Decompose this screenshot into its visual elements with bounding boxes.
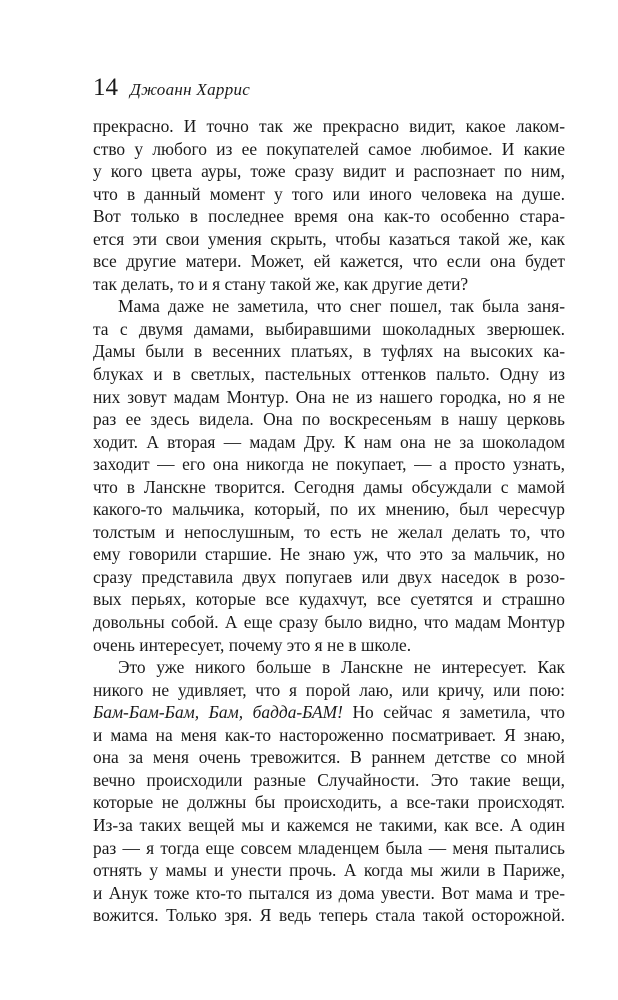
text-line: Из-за таких вещей мы и кажемся не такими, как все. А один — [93, 814, 565, 835]
text-line: так делать, то и я стану такой же, как другие дети? — [93, 273, 469, 294]
text-line: ходит. А вторая — мадам Дру. К нам она не за шоколадом — [93, 431, 565, 452]
text-line: них зовут мадам Монтур. Она не из нашего городка, но я не — [93, 386, 565, 407]
text-line: прекрасно. И точно так же прекрасно видит, какое лаком- — [93, 116, 565, 136]
text-line: у кого цвета ауры, тоже сразу видит и распознает по ним, — [93, 161, 565, 182]
text-line: что в данный момент у того или иного человека на душе. — [93, 183, 565, 204]
text-line: ему говорили старшие. Не знаю уж, что это за мальчик, но — [93, 544, 565, 565]
page-number: 14 — [93, 74, 118, 101]
text-line: Дамы были в весенних платьях, в туфлях на высоких ка- — [93, 341, 565, 362]
text-line: ется эти свои умения скрыть, чтобы казаться такой же, как — [93, 228, 565, 249]
italic-phrase: Бам-Бам-Бам, Бам, бадда-БАМ! — [93, 702, 343, 723]
text-line: заходит — его она никогда не покупает, — а просто узнать, — [93, 454, 565, 475]
text-line: все другие матери. Может, ей кажется, что если она будет — [93, 251, 565, 272]
text-line: она за меня очень тревожится. В раннем детстве со мной — [93, 747, 565, 768]
body-text — [93, 115, 565, 927]
text-line: толстым и непослушным, то есть не желал делать то, что — [93, 521, 565, 542]
text-line: ство у любого из ее покупателей самое любимое. И какие — [93, 138, 565, 159]
text-line: довольны собой. А еще сразу было видно, что мадам Монтур — [93, 612, 565, 633]
text-line: блуках и в светлых, пастельных оттенков пальто. Одну из — [93, 364, 565, 385]
text-line: Мама даже не заметила, что снег пошел, так была заня- — [118, 296, 565, 317]
text-line: раз ее здесь видела. Она по воскресеньям в нашу церковь — [93, 409, 565, 430]
text-line: отнять у мамы и унести прочь. А когда мы жили в Париже, — [93, 860, 565, 881]
text-line: какого-то мальчика, который, по их мнению, был чересчур — [93, 499, 565, 520]
text-line: Это уже никого больше в Ланскне не интересует. Как — [118, 657, 565, 678]
text-line-mixed — [93, 701, 565, 724]
text-line: раз — я тогда еще совсем младенцем была — меня пытались — [93, 837, 565, 858]
text-line: вожится. Только зря. Я ведь теперь стала такой осторожной. — [93, 905, 565, 926]
page-header — [93, 74, 250, 102]
text-line: и Анук тоже кто-то пытался из дома увести. Вот мама и тре- — [93, 882, 565, 903]
text-line: та с двумя дамами, выбиравшими шоколадных зверюшек. — [93, 318, 565, 339]
text-line: Вот только в последнее время она как-то особенно стара- — [93, 206, 565, 227]
line-continuation: Но сейчас я заметила, что — [342, 702, 565, 723]
text-line: сразу представила двух попугаев или двух наседок в розо- — [93, 566, 565, 587]
text-line: вечно происходили разные Случайности. Это такие вещи, — [93, 769, 565, 790]
text-line: очень интересует, почему это я не в школе. — [93, 634, 412, 655]
text-line: и мама на меня как-то настороженно посматривает. Я знаю, — [93, 724, 565, 745]
text-line: вых перьях, которые все кудахчут, все суетятся и страшно — [93, 589, 565, 610]
text-line: что в Ланскне творится. Сегодня дамы обсуждали с мамой — [93, 476, 565, 497]
text-line: никого не удивляет, что я порой лаю, или кричу, или пою: — [93, 679, 565, 700]
text-line: которые не должны бы происходить, а все-таки происходят. — [93, 792, 565, 813]
running-head: Джоанн Харрис — [130, 80, 251, 99]
